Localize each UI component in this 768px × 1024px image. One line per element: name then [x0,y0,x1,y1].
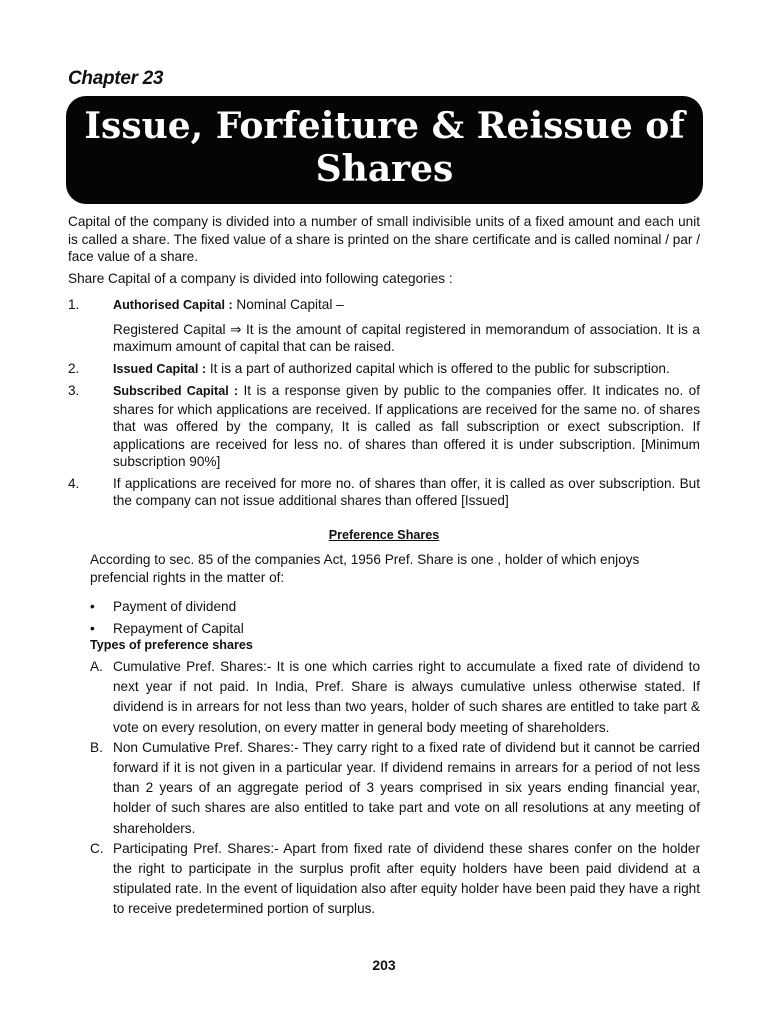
category-text: It is a response given by public to the companies offer. It indicates no. of shares for which applications are received. If applications are received for the same no. of shares that was offered by the company, It is called as fall subscription or exect subscription. If applications are received for less no. of shares than offered it is under subscription. [Minimum subscription 90%] [113,383,700,469]
category-item-over-subscription [68,475,700,510]
item-number: 1. [68,297,80,312]
type-text: Non Cumulative Pref. Shares:- They carry right to a fixed rate of dividend but it cannot be carried forward if it is not given in a particular year. If dividend remains in arrears for a period of not less than 2 years of an aggregate period of 3 years comprised in six years ending financial year, holder of such shares are also entitled to take part and vote on all resolutions at any meeting of shareholders. [113,739,700,836]
item-number: 3. [68,383,80,398]
item-number: 2. [68,360,80,376]
bullet-icon: • [90,599,95,614]
chapter-title-banner [66,96,703,204]
types-of-preference-shares-heading: Types of preference shares [90,638,253,652]
category-item-authorised [68,296,700,356]
intro-paragraph: Capital of the company is divided into a number of small indivisible units of a fixed amount and each unit is called a share. The fixed value of a share is printed on the share certificate and is called nominal / par / face value of a share. [68,214,700,264]
type-text: Cumulative Pref. Shares:- It is one which carries right to accumulate a fixed rate of dividend to next year if not paid. In India, Pref. Share is always cumulative unless otherwise stated. If dividend is in arrears for not less than two years, holder of such shares are entitled to take part & vote on every resolution, on every matter in general body meeting of shareholders. [113,659,700,735]
intro-section [68,213,700,291]
preference-share-types-list [90,657,700,920]
category-term: Subscribed Capital : [113,384,239,398]
category-text: If applications are received for more no. of shares than offer, it is called as over subscription. But the company can not issue additional shares than offered [Issued] [113,475,700,508]
category-term: Authorised Capital : [113,298,233,312]
item-letter: A. [90,659,103,674]
category-text: Nominal Capital – [232,297,344,312]
item-number: 4. [68,475,80,491]
list-item [90,596,244,618]
category-item-subscribed [68,382,700,471]
list-item-text: Payment of dividend [113,599,237,614]
type-text: Participating Pref. Shares:- Apart from fixed rate of dividend these shares confer on the holder the right to participate in the surplus profit after equity holders have been paid dividend at a stipulated rate. In the event of liquidation also after equity holder have been paid they have a right to receive predetermined portion of surplus. [113,840,700,917]
list-item [90,618,244,640]
share-capital-categories-list [68,296,700,514]
categories-lead-in: Share Capital of a company is divided into following categories : [68,270,453,286]
type-item-cumulative [90,657,700,738]
category-text: It is a part of authorized capital which is offered to the public for subscription. [206,360,670,376]
bullet-icon: • [90,620,95,636]
category-item-issued [68,360,700,379]
chapter-title-line-2: Shares [315,148,454,190]
category-detail: Registered Capital ⇒ It is the amount of capital registered in memorandum of association. It is a maximum amount of capital that can be raised. [113,321,700,354]
category-term: Issued Capital : [113,361,207,376]
type-item-non-cumulative [90,738,700,839]
list-item-text: Repayment of Capital [113,620,244,636]
chapter-title-line-1: Issue, Forfeiture & Reissue of [84,105,685,147]
preferential-rights-list [90,596,244,639]
chapter-label: Chapter 23 [68,68,164,89]
item-letter: B. [90,739,103,755]
item-letter: C. [90,840,104,856]
preference-shares-heading: Preference Shares [328,528,440,542]
page-number: 203 [372,957,396,973]
preference-shares-intro: According to sec. 85 of the companies Act, 1956 Pref. Share is one , holder of which enjoys prefencial rights in the matter of: [90,552,640,585]
type-item-participating [90,839,700,920]
